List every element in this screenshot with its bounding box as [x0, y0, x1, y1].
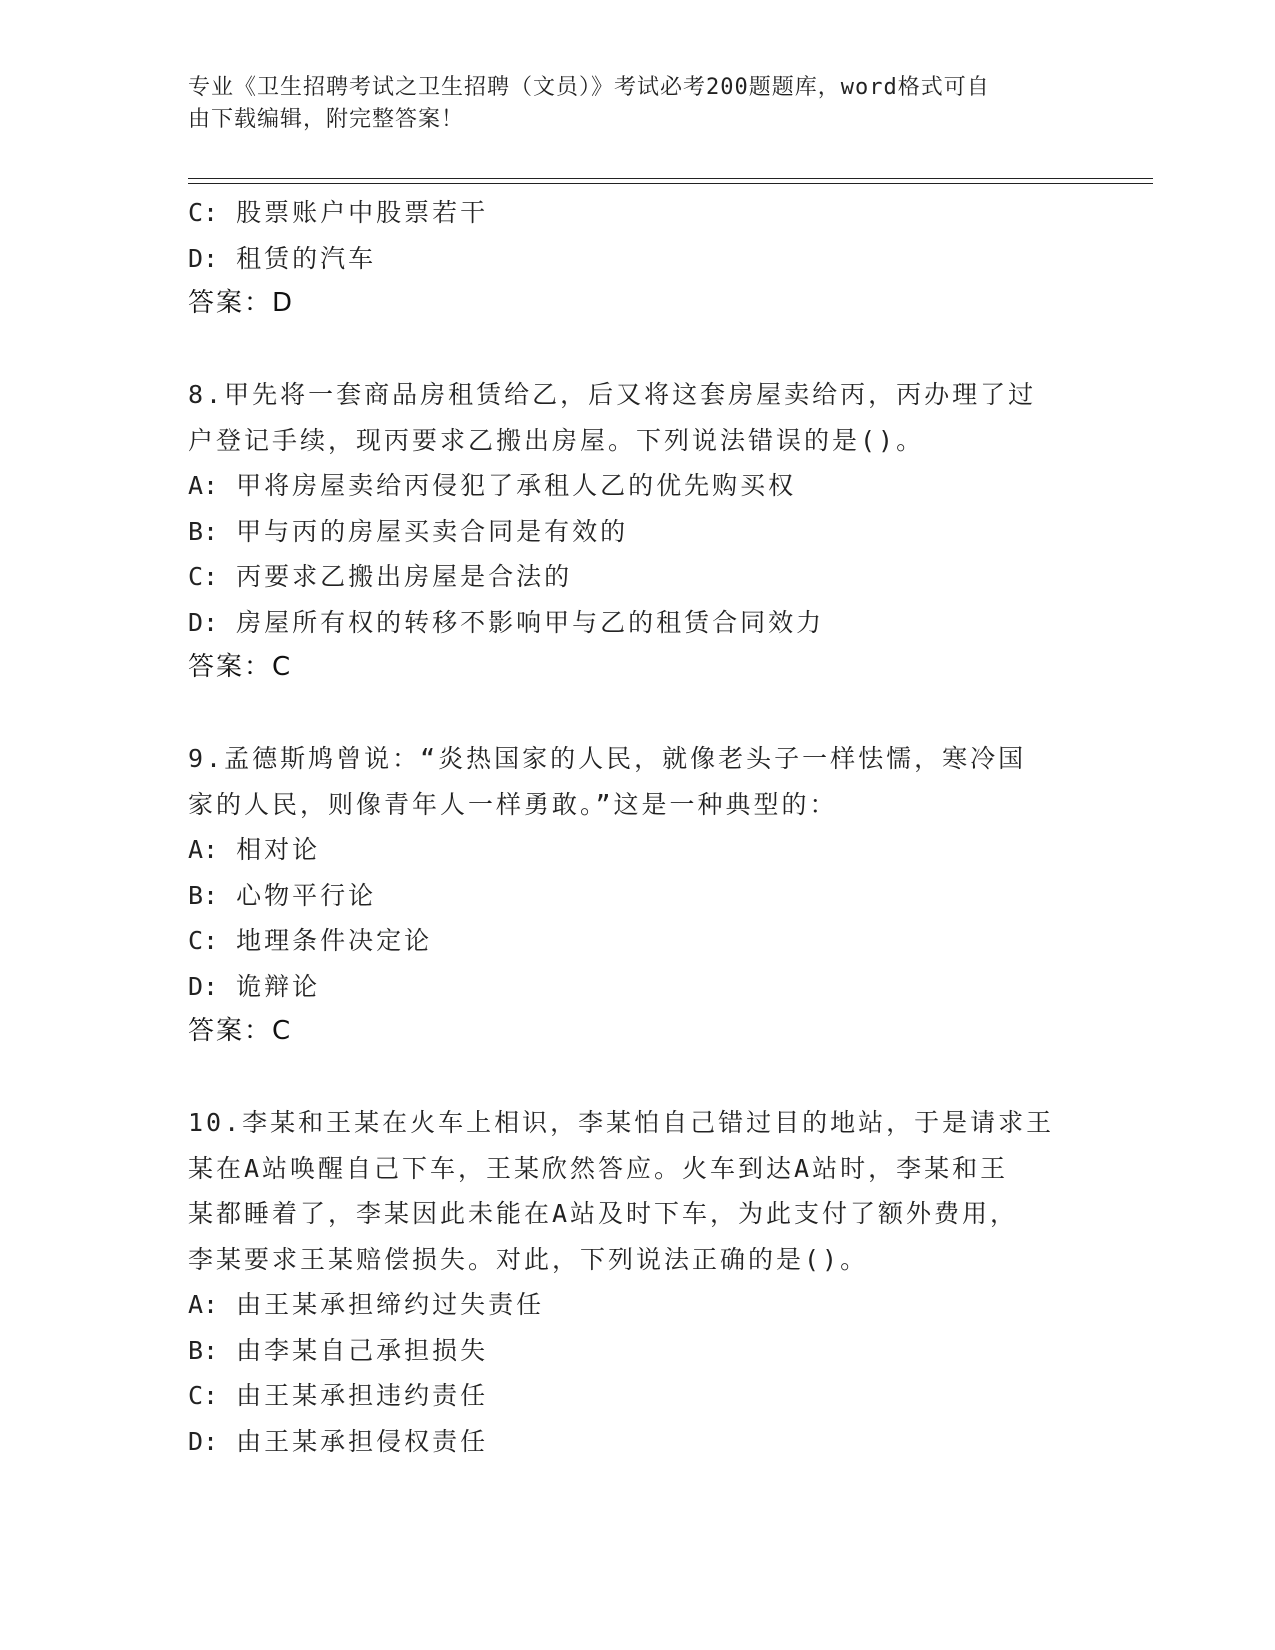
- question-stem-line: 户登记手续，现丙要求乙搬出房屋。下列说法错误的是()。: [188, 425, 925, 455]
- header-divider-bottom: [188, 183, 1153, 184]
- option-c: C: 由王某承担违约责任: [188, 1381, 489, 1410]
- prev-question-block: [188, 190, 1088, 327]
- option-b: B: 心物平行论: [188, 880, 377, 910]
- option-a: A: 由王某承担缔约过失责任: [188, 1290, 545, 1319]
- question-stem-line: 某都睡着了，李某因此未能在A站及时下车，为此支付了额外费用，: [188, 1199, 1019, 1228]
- option-d: D: 租赁的汽车: [188, 243, 377, 273]
- question-stem-line: 8.甲先将一套商品房租赁给乙，后又将这套房屋卖给丙，丙办理了过: [188, 380, 1037, 409]
- question-10: [188, 1100, 1088, 1464]
- option-c: C: 股票账户中股票若干: [188, 198, 489, 227]
- option-c: C: 丙要求乙搬出房屋是合法的: [188, 562, 573, 591]
- question-stem-line: 9.孟德斯鸠曾说：“炎热国家的人民，就像老头子一样怯懦，寒冷国: [188, 744, 1027, 773]
- question-content: [188, 190, 1088, 1464]
- option-a: A: 甲将房屋卖给丙侵犯了承租人乙的优先购买权: [188, 471, 797, 500]
- question-stem-line: 李某要求王某赔偿损失。对此，下列说法正确的是()。: [188, 1244, 869, 1274]
- document-header: [188, 72, 1068, 136]
- question-8: [188, 372, 1088, 691]
- option-c: C: 地理条件决定论: [188, 926, 433, 955]
- header-divider-top: [188, 178, 1153, 179]
- header-line-1: 专业《卫生招聘考试之卫生招聘（文员）》考试必考200题题库，word格式可自: [188, 75, 990, 100]
- question-9: [188, 736, 1088, 1055]
- option-a: A: 相对论: [188, 835, 321, 864]
- answer-line: 答案：C: [188, 652, 293, 682]
- question-stem-line: 某在A站唤醒自己下车，王某欣然答应。火车到达A站时，李某和王: [188, 1153, 1009, 1183]
- option-b: B: 由李某自己承担损失: [188, 1335, 489, 1365]
- header-line-2: 由下载编辑，附完整答案！: [188, 107, 465, 132]
- option-b: B: 甲与丙的房屋买卖合同是有效的: [188, 516, 629, 546]
- question-stem-line: 家的人民，则像青年人一样勇敢。”这是一种典型的：: [188, 789, 838, 819]
- question-stem-line: 10.李某和王某在火车上相识，李某怕自己错过目的地站，于是请求王: [188, 1108, 1055, 1137]
- answer-line: 答案：D: [188, 288, 295, 318]
- option-d: D: 房屋所有权的转移不影响甲与乙的租赁合同效力: [188, 607, 825, 637]
- answer-line: 答案：C: [188, 1016, 293, 1046]
- option-d: D: 由王某承担侵权责任: [188, 1426, 489, 1456]
- option-d: D: 诡辩论: [188, 971, 321, 1001]
